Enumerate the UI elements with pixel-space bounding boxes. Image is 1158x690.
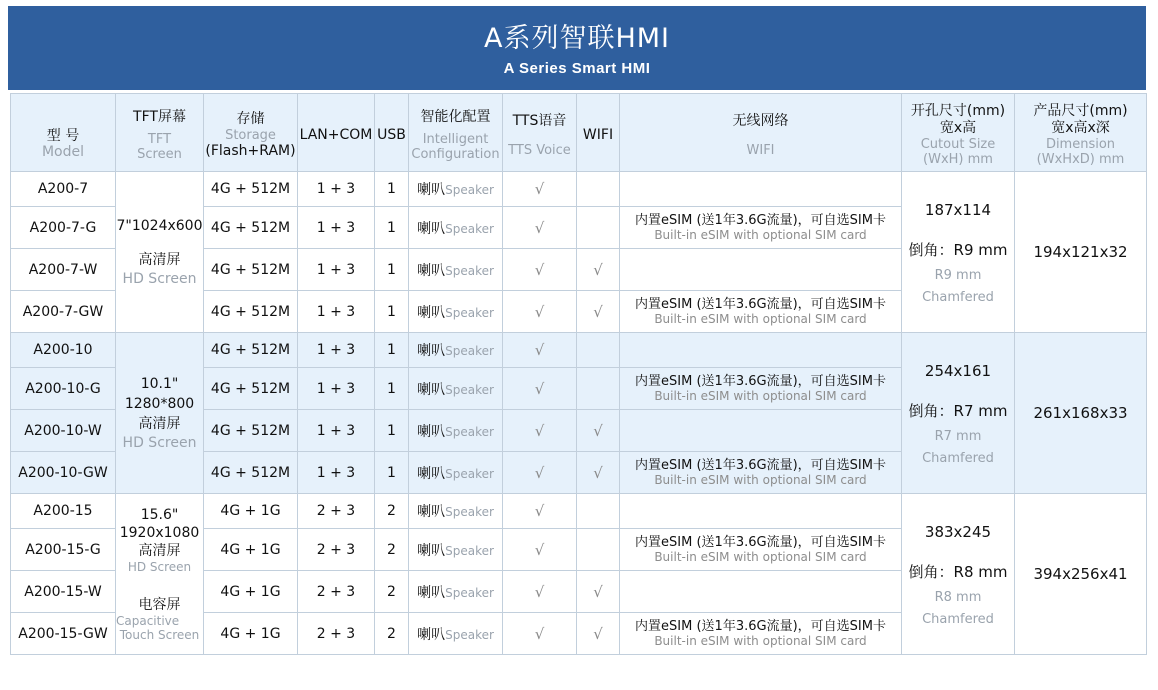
group-7 bbox=[11, 172, 1147, 333]
speaker-cn: 喇叭 bbox=[417, 504, 446, 520]
model-cell: A200-7-GW bbox=[11, 291, 116, 333]
speaker-en: Speaker bbox=[445, 585, 494, 600]
header-cutout bbox=[902, 94, 1015, 172]
speaker-cn: 喇叭 bbox=[417, 220, 446, 237]
screen-size: 15.6" bbox=[140, 507, 179, 523]
speaker-en: Speaker bbox=[445, 183, 494, 197]
model-cell: A200-7-W bbox=[11, 249, 116, 291]
screen-type-en: HD Screen bbox=[122, 435, 197, 451]
header-usb bbox=[375, 94, 409, 172]
esim-en: Built-in eSIM with optional SIM card bbox=[654, 388, 867, 403]
speaker-en: Speaker bbox=[445, 263, 494, 278]
header-intel-cn: 智能化配置 bbox=[420, 108, 491, 125]
esim-cn: 内置eSIM (送1年3.6G流量)，可自选SIM卡 bbox=[635, 373, 886, 389]
cutout-cell bbox=[902, 172, 1015, 333]
wireless-cell bbox=[620, 291, 902, 333]
header-cutout-en2: (WxH) mm bbox=[923, 152, 993, 167]
esim-en: Built-in eSIM with optional SIM card bbox=[654, 311, 867, 326]
wifi-cell bbox=[577, 368, 620, 410]
wireless-cell bbox=[620, 249, 902, 291]
tts-check-icon: √ bbox=[503, 452, 577, 494]
tts-check-icon: √ bbox=[503, 613, 577, 655]
model-cell: A200-7 bbox=[11, 172, 116, 207]
wireless-cell bbox=[620, 613, 902, 655]
usb-cell: 1 bbox=[375, 410, 409, 452]
model-cell: A200-10-G bbox=[11, 368, 116, 410]
speaker-cell bbox=[409, 529, 503, 571]
storage-cell: 4G + 1G bbox=[204, 494, 298, 529]
group-10 bbox=[11, 333, 1147, 494]
wireless-cell bbox=[620, 571, 902, 613]
storage-cell: 4G + 512M bbox=[204, 249, 298, 291]
tts-check-icon: √ bbox=[503, 172, 577, 207]
tts-check-icon: √ bbox=[503, 333, 577, 368]
storage-cell: 4G + 512M bbox=[204, 368, 298, 410]
header-intel-en2: Configuration bbox=[411, 146, 500, 162]
speaker-en: Speaker bbox=[445, 424, 494, 439]
model-cell: A200-15-G bbox=[11, 529, 116, 571]
storage-cell: 4G + 1G bbox=[204, 613, 298, 655]
group-15 bbox=[11, 494, 1147, 655]
speaker-cell bbox=[409, 368, 503, 410]
speaker-en: Speaker bbox=[445, 221, 494, 236]
usb-cell: 2 bbox=[375, 571, 409, 613]
cutout-size: 254x161 bbox=[924, 362, 992, 380]
screen-cell bbox=[116, 494, 204, 655]
header-screen bbox=[116, 94, 204, 172]
cutout-size: 383x245 bbox=[924, 523, 992, 541]
chamfer-cn: 倒角：R7 mm bbox=[908, 402, 1008, 420]
title-en: A Series Smart HMI bbox=[503, 60, 651, 77]
header-dimension bbox=[1015, 94, 1147, 172]
esim-cn: 内置eSIM (送1年3.6G流量)，可自选SIM卡 bbox=[635, 296, 886, 312]
header-model bbox=[11, 94, 116, 172]
touch-type-en1: Capacitive bbox=[116, 614, 180, 628]
header-wifi bbox=[577, 94, 620, 172]
screen-cell bbox=[116, 172, 204, 333]
wifi-check-icon: √ bbox=[577, 249, 620, 291]
speaker-cn: 喇叭 bbox=[417, 584, 446, 601]
wifi-cell bbox=[577, 207, 620, 249]
speaker-en: Speaker bbox=[445, 543, 494, 558]
wifi-check-icon: √ bbox=[577, 452, 620, 494]
speaker-cell bbox=[409, 494, 503, 529]
chamfer-en1: R7 mm bbox=[934, 429, 982, 444]
title-cn: A系列智联HMI bbox=[483, 23, 671, 54]
header-storage bbox=[204, 94, 298, 172]
speaker-cell bbox=[409, 410, 503, 452]
wireless-cell bbox=[620, 333, 902, 368]
wireless-cell bbox=[620, 410, 902, 452]
usb-cell: 1 bbox=[375, 207, 409, 249]
speaker-cn: 喇叭 bbox=[417, 465, 446, 482]
header-model-en: Model bbox=[41, 143, 85, 160]
tts-check-icon: √ bbox=[503, 249, 577, 291]
wifi-check-icon: √ bbox=[577, 410, 620, 452]
table-row bbox=[11, 494, 1147, 529]
model-cell: A200-15 bbox=[11, 494, 116, 529]
usb-cell: 1 bbox=[375, 452, 409, 494]
wifi-cell bbox=[577, 529, 620, 571]
usb-cell: 1 bbox=[375, 333, 409, 368]
storage-cell: 4G + 512M bbox=[204, 291, 298, 333]
wifi-check-icon: √ bbox=[577, 291, 620, 333]
esim-cn: 内置eSIM (送1年3.6G流量)，可自选SIM卡 bbox=[635, 457, 886, 473]
lan-cell: 1 + 3 bbox=[298, 333, 375, 368]
lan-cell: 1 + 3 bbox=[298, 249, 375, 291]
usb-cell: 1 bbox=[375, 368, 409, 410]
speaker-cn: 喇叭 bbox=[417, 626, 446, 643]
header-tts bbox=[503, 94, 577, 172]
lan-cell: 2 + 3 bbox=[298, 571, 375, 613]
screen-type-en: HD Screen bbox=[122, 271, 197, 287]
usb-cell: 1 bbox=[375, 291, 409, 333]
screen-type-en: HD Screen bbox=[127, 560, 192, 574]
storage-cell: 4G + 512M bbox=[204, 333, 298, 368]
speaker-en: Speaker bbox=[445, 627, 494, 642]
speaker-cn: 喇叭 bbox=[417, 542, 446, 559]
storage-cell: 4G + 1G bbox=[204, 571, 298, 613]
model-cell: A200-15-W bbox=[11, 571, 116, 613]
chamfer-en2: Chamfered bbox=[922, 451, 994, 466]
screen-size: 10.1" bbox=[140, 376, 179, 392]
tts-check-icon: √ bbox=[503, 368, 577, 410]
dimension-cell: 394x256x41 bbox=[1015, 494, 1147, 655]
tts-check-icon: √ bbox=[503, 410, 577, 452]
speaker-cn: 喇叭 bbox=[417, 423, 446, 440]
speaker-en: Speaker bbox=[445, 466, 494, 481]
esim-en: Built-in eSIM with optional SIM card bbox=[654, 472, 867, 487]
esim-en: Built-in eSIM with optional SIM card bbox=[654, 633, 867, 648]
tts-check-icon: √ bbox=[503, 529, 577, 571]
speaker-cell bbox=[409, 207, 503, 249]
speaker-cn: 喇叭 bbox=[417, 381, 446, 398]
screen-type-cn: 高清屏 bbox=[138, 416, 181, 432]
chamfer-en1: R9 mm bbox=[934, 268, 982, 283]
header-intel bbox=[409, 94, 503, 172]
screen-type-cn: 高清屏 bbox=[138, 543, 181, 559]
esim-cn: 内置eSIM (送1年3.6G流量)，可自选SIM卡 bbox=[635, 534, 886, 550]
esim-cn: 内置eSIM (送1年3.6G流量)，可自选SIM卡 bbox=[635, 618, 886, 634]
speaker-cell bbox=[409, 291, 503, 333]
speaker-cn: 喇叭 bbox=[417, 262, 446, 279]
chamfer-en2: Chamfered bbox=[922, 612, 994, 627]
speaker-cell bbox=[409, 333, 503, 368]
touch-type-en2: Touch Screen bbox=[119, 628, 200, 642]
storage-cell: 4G + 512M bbox=[204, 410, 298, 452]
model-cell: A200-10-W bbox=[11, 410, 116, 452]
table-row bbox=[11, 172, 1147, 207]
esim-en: Built-in eSIM with optional SIM card bbox=[654, 549, 867, 564]
spec-table bbox=[10, 93, 1147, 655]
header-dimension-cn2: 宽x高x深 bbox=[1051, 120, 1110, 136]
header-cutout-cn2: 宽x高 bbox=[939, 120, 977, 136]
header-wireless-en: WIFI bbox=[746, 142, 775, 158]
storage-cell: 4G + 512M bbox=[204, 452, 298, 494]
speaker-cell bbox=[409, 571, 503, 613]
lan-cell: 2 + 3 bbox=[298, 613, 375, 655]
tts-check-icon: √ bbox=[503, 207, 577, 249]
usb-cell: 2 bbox=[375, 529, 409, 571]
header-wireless bbox=[620, 94, 902, 172]
storage-cell: 4G + 512M bbox=[204, 207, 298, 249]
speaker-cell bbox=[409, 452, 503, 494]
header-dimension-en2: (WxHxD) mm bbox=[1036, 152, 1125, 167]
screen-cell bbox=[116, 333, 204, 494]
speaker-cn: 喇叭 bbox=[417, 343, 446, 359]
header-lan bbox=[298, 94, 375, 172]
lan-cell: 1 + 3 bbox=[298, 291, 375, 333]
screen-resolution: 1920x1080 bbox=[119, 525, 200, 541]
header-wifi-text: WIFI bbox=[582, 126, 614, 143]
wireless-cell bbox=[620, 529, 902, 571]
esim-en: Built-in eSIM with optional SIM card bbox=[654, 227, 867, 242]
header-usb-text: USB bbox=[377, 126, 406, 143]
esim-cn: 内置eSIM (送1年3.6G流量)，可自选SIM卡 bbox=[635, 212, 886, 228]
wireless-cell bbox=[620, 172, 902, 207]
lan-cell: 1 + 3 bbox=[298, 410, 375, 452]
header-tts-cn: TTS语音 bbox=[512, 112, 567, 129]
usb-cell: 2 bbox=[375, 613, 409, 655]
lan-cell: 2 + 3 bbox=[298, 494, 375, 529]
header-row bbox=[11, 94, 1147, 172]
touch-type-cn: 电容屏 bbox=[138, 597, 181, 613]
header-dimension-en1: Dimension bbox=[1045, 137, 1116, 152]
header-storage-en2: (Flash+RAM) bbox=[205, 142, 296, 159]
storage-cell: 4G + 512M bbox=[204, 172, 298, 207]
wireless-cell bbox=[620, 368, 902, 410]
model-cell: A200-10-GW bbox=[11, 452, 116, 494]
header-screen-en2: Screen bbox=[137, 146, 182, 162]
wifi-check-icon: √ bbox=[577, 613, 620, 655]
model-cell: A200-15-GW bbox=[11, 613, 116, 655]
dimension-cell: 194x121x32 bbox=[1015, 172, 1147, 333]
cutout-size: 187x114 bbox=[924, 201, 992, 219]
speaker-cell bbox=[409, 172, 503, 207]
model-cell: A200-10 bbox=[11, 333, 116, 368]
speaker-en: Speaker bbox=[445, 505, 494, 519]
header-model-cn: 型 号 bbox=[46, 127, 80, 144]
dimension-cell: 261x168x33 bbox=[1015, 333, 1147, 494]
lan-cell: 2 + 3 bbox=[298, 529, 375, 571]
chamfer-cn: 倒角：R9 mm bbox=[908, 241, 1008, 259]
header-cutout-en1: Cutout Size bbox=[920, 137, 996, 152]
header-storage-cn: 存储 bbox=[236, 110, 265, 127]
usb-cell: 2 bbox=[375, 494, 409, 529]
header-tts-en: TTS Voice bbox=[508, 142, 571, 158]
screen-resolution: 1280*800 bbox=[124, 396, 195, 412]
speaker-cell bbox=[409, 613, 503, 655]
wireless-cell bbox=[620, 452, 902, 494]
header-cutout-cn1: 开孔尺寸(mm) bbox=[910, 103, 1006, 119]
cutout-cell bbox=[902, 333, 1015, 494]
lan-cell: 1 + 3 bbox=[298, 368, 375, 410]
header-wireless-cn: 无线网络 bbox=[732, 112, 789, 129]
usb-cell: 1 bbox=[375, 172, 409, 207]
tts-check-icon: √ bbox=[503, 291, 577, 333]
lan-cell: 1 + 3 bbox=[298, 172, 375, 207]
speaker-en: Speaker bbox=[445, 305, 494, 320]
chamfer-en2: Chamfered bbox=[922, 290, 994, 305]
screen-size: 7"1024x600 bbox=[116, 218, 203, 234]
speaker-en: Speaker bbox=[445, 344, 494, 358]
title-banner bbox=[8, 6, 1146, 90]
chamfer-en1: R8 mm bbox=[934, 590, 982, 605]
speaker-cn: 喇叭 bbox=[417, 182, 446, 198]
header-screen-cn: TFT屏幕 bbox=[133, 108, 186, 125]
header-screen-en1: TFT bbox=[147, 131, 172, 147]
lan-cell: 1 + 3 bbox=[298, 452, 375, 494]
speaker-en: Speaker bbox=[445, 382, 494, 397]
wifi-cell bbox=[577, 333, 620, 368]
header-lan-text: LAN+COM bbox=[299, 126, 373, 143]
header-intel-en1: Intelligent bbox=[422, 131, 489, 147]
cutout-cell bbox=[902, 494, 1015, 655]
wifi-cell bbox=[577, 494, 620, 529]
chamfer-cn: 倒角：R8 mm bbox=[908, 563, 1008, 581]
wifi-cell bbox=[577, 172, 620, 207]
wifi-check-icon: √ bbox=[577, 571, 620, 613]
wireless-cell bbox=[620, 207, 902, 249]
header-storage-en1: Storage bbox=[225, 127, 276, 143]
screen-type-cn: 高清屏 bbox=[138, 252, 181, 268]
lan-cell: 1 + 3 bbox=[298, 207, 375, 249]
wireless-cell bbox=[620, 494, 902, 529]
speaker-cn: 喇叭 bbox=[417, 304, 446, 321]
tts-check-icon: √ bbox=[503, 494, 577, 529]
tts-check-icon: √ bbox=[503, 571, 577, 613]
storage-cell: 4G + 1G bbox=[204, 529, 298, 571]
usb-cell: 1 bbox=[375, 249, 409, 291]
table-row bbox=[11, 333, 1147, 368]
header-dimension-cn1: 产品尺寸(mm) bbox=[1033, 103, 1128, 119]
speaker-cell bbox=[409, 249, 503, 291]
model-cell: A200-7-G bbox=[11, 207, 116, 249]
